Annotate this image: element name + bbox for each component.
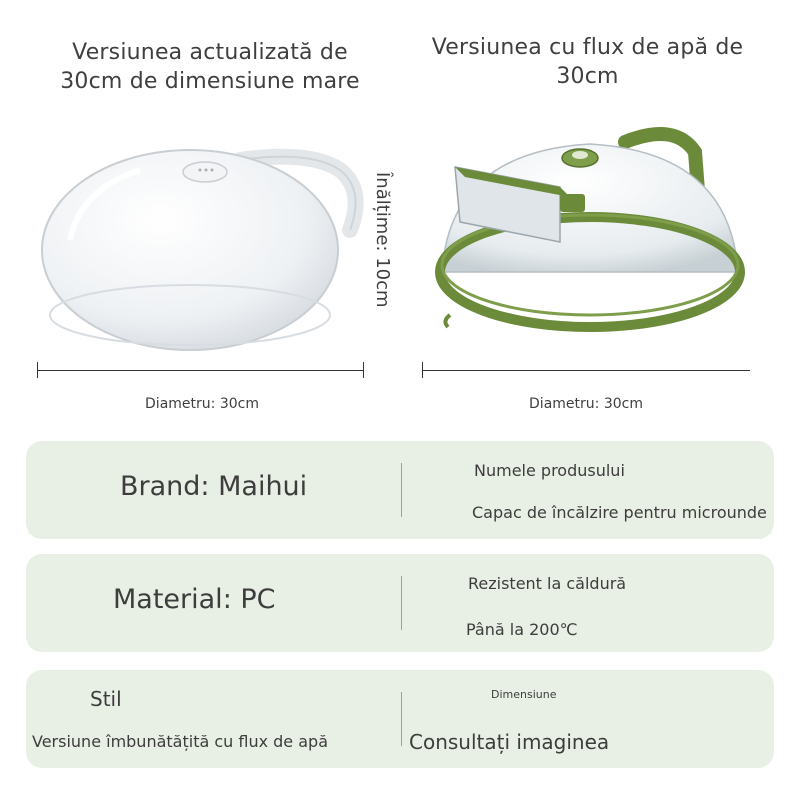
left-diameter-caption: Diametru: 30cm: [145, 396, 259, 412]
left-dim-tick-end: [363, 362, 364, 378]
spec-card-brand: [26, 441, 774, 539]
card-divider: [401, 692, 402, 746]
dimension-label: Dimensiune: [491, 688, 557, 701]
style-label: Stil: [90, 687, 122, 711]
left-title-line1: Versiunea actualizată de: [72, 40, 348, 65]
brand-text: Brand: Maihui: [120, 471, 308, 502]
left-dim-tick-start: [37, 362, 38, 378]
left-title-line2: 30cm de dimensiune mare: [60, 69, 360, 94]
right-product-title: [410, 33, 765, 91]
right-diameter-line: [422, 370, 750, 371]
right-title-line1: Versiunea cu flux de apă de: [431, 35, 744, 60]
height-label: Înălțime: 10cm: [372, 172, 393, 308]
card-divider: [401, 463, 402, 517]
left-diameter-line: [37, 370, 364, 371]
dimension-value: Consultați imaginea: [409, 730, 610, 754]
left-product-title: [40, 38, 380, 96]
spec-card-style: [26, 670, 774, 768]
product-name-label: Numele produsului: [474, 461, 625, 480]
style-value: Versiune îmbunătățită cu flux de apă: [32, 732, 328, 751]
product-name-value: Capac de încălzire pentru microunde: [472, 503, 767, 522]
heat-resistant-label: Rezistent la căldură: [468, 574, 627, 593]
green-rim-microwave-cover-icon: [430, 122, 750, 362]
right-title-line2: 30cm: [556, 64, 619, 89]
material-text: Material: PC: [113, 584, 276, 615]
heat-resistant-value: Până la 200℃: [466, 620, 578, 639]
spec-card-material: [26, 554, 774, 652]
right-dim-tick-start: [422, 362, 423, 378]
right-diameter-caption: Diametru: 30cm: [529, 396, 643, 412]
clear-microwave-cover-icon: [40, 130, 370, 360]
card-divider: [401, 576, 402, 630]
